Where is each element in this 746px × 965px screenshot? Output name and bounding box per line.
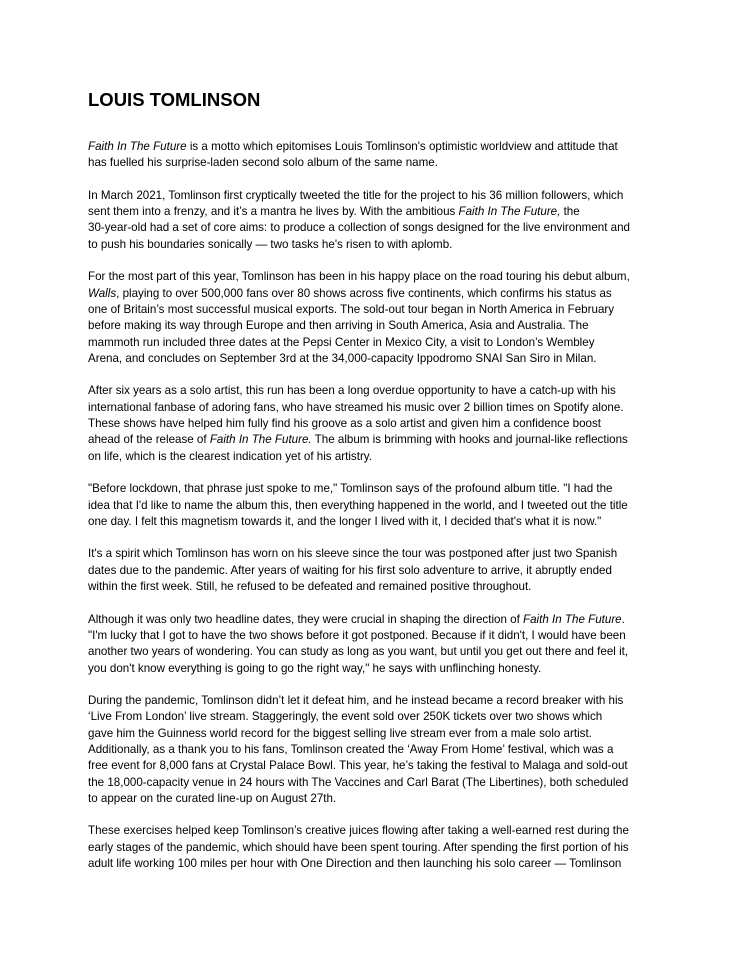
body-paragraph <box>88 269 663 367</box>
paragraph-line <box>88 400 663 416</box>
paragraph-line <box>88 726 663 742</box>
line-text: 30-year-old had a set of core aims: to produce a collection of songs designed for the live environment and <box>88 221 631 235</box>
line-text: has fuelled his surprise-laden second solo album of the same name. <box>88 156 438 170</box>
paragraph-line <box>88 791 663 807</box>
paragraph-line <box>88 318 663 334</box>
line-text: ahead of the release of <box>88 433 210 447</box>
line-text: ‘Live From London’ live stream. Staggeringly, the event sold over 250K tickets over two shows which <box>88 710 603 724</box>
paragraph-line <box>88 514 663 530</box>
body-paragraph <box>88 139 663 172</box>
paragraph-line <box>88 204 663 220</box>
line-text: Additionally, as a thank you to his fans, Tomlinson created the ‘Away From Home’ festival, which was a <box>88 742 614 756</box>
paragraph-line <box>88 269 663 285</box>
line-text: early stages of the pandemic, which should have been spent touring. After spending the first portion of his <box>88 840 629 854</box>
line-text: international fanbase of adoring fans, who have streamed his music over 2 billion times on Spotify alone. <box>88 400 624 414</box>
paragraph-line <box>88 416 663 432</box>
paragraph-line <box>88 481 663 497</box>
line-text: Arena, and concludes on September 3rd at the 34,000-capacity Ippodromo SNAI San Siro in Milan. <box>88 351 597 365</box>
line-text: These exercises helped keep Tomlinson’s creative juices flowing after taking a well-earned rest during the <box>88 824 629 838</box>
paragraph-line <box>88 220 663 236</box>
line-text: free event for 8,000 fans at Crystal Palace Bowl. This year, he’s taking the festival to Malaga and sold-out <box>88 759 628 773</box>
line-text: idea that I'd like to name the album this, then everything happened in the world, and I tweeted out the title <box>88 498 628 512</box>
paragraph-line <box>88 383 663 399</box>
line-text: another two years of wondering. You can study as long as you want, but until you get out there and feel it, <box>88 645 629 659</box>
italic-title-text: Faith In The Future <box>523 612 622 626</box>
line-text: Although it was only two headline dates, they were crucial in shaping the direction of <box>88 612 524 626</box>
paragraph-line <box>88 644 663 660</box>
italic-title-text: Walls <box>88 286 117 300</box>
paragraph-line <box>88 302 663 318</box>
line-text: "Before lockdown, that phrase just spoke to me," Tomlinson says of the profound album title. "I had the <box>88 482 613 496</box>
paragraph-line <box>88 188 663 204</box>
body-paragraph <box>88 693 663 807</box>
body-paragraph <box>88 546 663 595</box>
paragraph-line <box>88 546 663 562</box>
paragraph-line <box>88 579 663 595</box>
paragraph-line <box>88 139 663 155</box>
paragraph-line <box>88 709 663 725</box>
paragraph-line <box>88 498 663 514</box>
line-text: During the pandemic, Tomlinson didn’t let it defeat him, and he instead became a record breaker with his <box>88 694 624 708</box>
line-text: you don't know everything is going to go the right way," he says with unflinching honesty. <box>88 661 542 675</box>
paragraph-line <box>88 449 663 465</box>
italic-title-text: Faith In The Future <box>88 140 187 153</box>
line-text: one of Britain’s most successful musical exports. The sold-out tour began in North America in February <box>88 302 615 316</box>
line-text: These shows have helped him fully find his groove as a solo artist and given him a confidence boost <box>88 417 601 431</box>
document-title: LOUIS TOMLINSON <box>88 89 261 110</box>
paragraph-line <box>88 856 663 872</box>
line-text: It's a spirit which Tomlinson has worn on his sleeve since the tour was postponed after just two Spanish <box>88 547 618 561</box>
line-text: adult life working 100 miles per hour with One Direction and then launching his solo career — Tomlinson <box>88 857 622 871</box>
paragraph-line <box>88 432 663 448</box>
line-text: mammoth run included three dates at the Pepsi Center in Mexico City, a visit to London’s Wembley <box>88 335 595 349</box>
paragraph-line <box>88 693 663 709</box>
line-text: is a motto which epitomises Louis Tomlinson's optimistic worldview and attitude that <box>186 140 618 153</box>
line-text: one day. I felt this magnetism towards it, and the longer I lived with it, I decided that's what it is now." <box>88 514 602 528</box>
body-paragraph <box>88 823 663 872</box>
line-text: within the first week. Still, he refused to be defeated and remained positive throughout. <box>88 580 532 594</box>
line-text: to push his boundaries sonically — two tasks he's risen to with aplomb. <box>88 237 453 251</box>
paragraph-line <box>88 742 663 758</box>
paragraph-line <box>88 335 663 351</box>
paragraph-line <box>88 286 663 302</box>
paragraph-line <box>88 775 663 791</box>
paragraph-line <box>88 628 663 644</box>
line-text: The album is brimming with hooks and journal-like reflections <box>311 433 628 447</box>
line-text: After six years as a solo artist, this run has been a long overdue opportunity to have a catch-up with his <box>88 384 616 398</box>
line-text: the <box>560 205 580 219</box>
paragraph-line <box>88 351 663 367</box>
paragraph-line <box>88 840 663 856</box>
body-paragraph <box>88 188 663 253</box>
paragraph-line <box>88 237 663 253</box>
line-text: sent them into a frenzy, and it’s a mantra he lives by. With the ambitious <box>88 205 459 219</box>
line-text: . <box>621 612 625 626</box>
paragraph-line <box>88 612 663 628</box>
line-text: In March 2021, Tomlinson first cryptically tweeted the title for the project to his 36 million followers, which <box>88 188 624 202</box>
body-paragraph <box>88 383 663 464</box>
line-text: before making its way through Europe and then arriving in South America, Asia and Australia. The <box>88 319 589 333</box>
paragraph-line <box>88 823 663 839</box>
paragraph-line <box>88 661 663 677</box>
italic-title-text: Faith In The Future. <box>209 433 312 447</box>
body-paragraph <box>88 481 663 530</box>
line-text: dates due to the pandemic. After years of waiting for his first solo adventure to arrive, it abruptly ended <box>88 563 612 577</box>
paragraph-line <box>88 155 663 171</box>
italic-title-text: Faith In The Future, <box>458 205 561 219</box>
body-paragraph <box>88 612 663 677</box>
line-text: on life, which is the clearest indication yet of his artistry. <box>88 449 372 463</box>
document-body <box>88 139 663 889</box>
line-text: "I'm lucky that I got to have the two shows before it got postponed. Because if it didn't, I would have been <box>88 628 626 642</box>
line-text: the 18,000-capacity venue in 24 hours with The Vaccines and Carl Barat (The Libertines), both scheduled <box>88 775 629 789</box>
line-text: , playing to over 500,000 fans over 80 shows across five continents, which confirms his status as <box>116 286 612 300</box>
line-text: gave him the Guinness world record for the biggest selling live stream ever from a male solo artist. <box>88 726 592 740</box>
paragraph-line <box>88 563 663 579</box>
line-text: to appear on the curated line-up on August 27th. <box>88 791 337 805</box>
line-text: For the most part of this year, Tomlinson has been in his happy place on the road touring his debut album, <box>88 270 630 284</box>
paragraph-line <box>88 758 663 774</box>
